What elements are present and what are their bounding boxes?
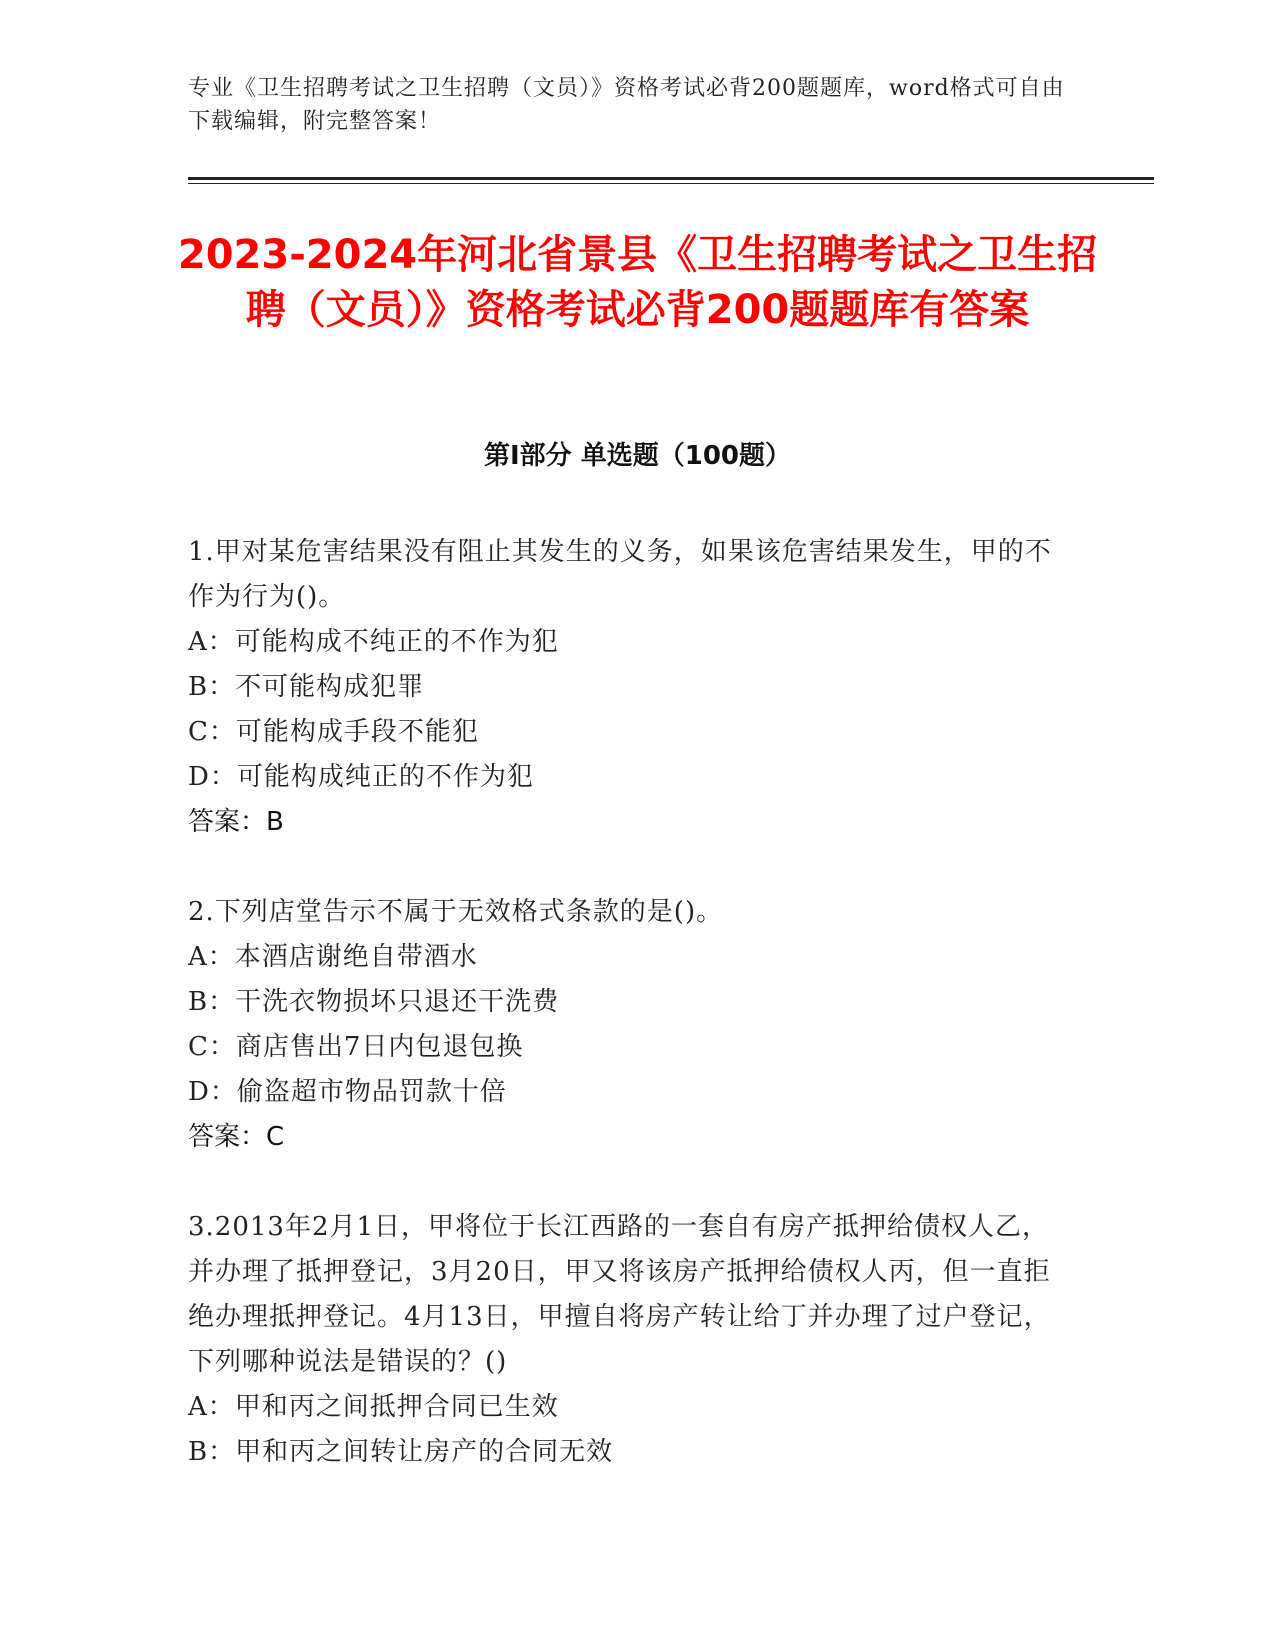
question-option-c: C：可能构成手段不能犯 — [188, 717, 479, 747]
question-option-c: C：商店售出7日内包退包换 — [188, 1032, 524, 1062]
question-stem: 2.下列店堂告示不属于无效格式条款的是()。 — [188, 897, 724, 927]
question-option-b: B：干洗衣物损坏只退还干洗费 — [188, 987, 560, 1017]
question-option-b: B：不可能构成犯罪 — [188, 672, 425, 702]
question-option-d: D：可能构成纯正的不作为犯 — [188, 762, 534, 792]
document-title: 2023-2024年河北省景县《卫生招聘考试之卫生招聘（文员）》资格考试必背200题题库有答案 — [177, 232, 1098, 333]
question-option-a: A：本酒店谢绝自带酒水 — [188, 942, 478, 972]
header-note: 专业《卫生招聘考试之卫生招聘（文员）》资格考试必背200题题库，word格式可自由下载编辑，附完整答案！ — [188, 76, 1065, 134]
question-option-b: B：甲和丙之间转让房产的合同无效 — [188, 1437, 614, 1467]
header-divider-thin — [188, 183, 1154, 184]
question-stem: 1.甲对某危害结果没有阻止其发生的义务，如果该危害结果发生，甲的不作为行为()。 — [188, 537, 1052, 612]
question-answer: 答案：C — [188, 1122, 285, 1152]
question-answer: 答案：B — [188, 807, 284, 837]
question-option-d: D：偷盗超市物品罚款十倍 — [188, 1077, 507, 1107]
question-option-a: A：甲和丙之间抵押合同已生效 — [188, 1392, 559, 1422]
section-title: 第I部分 单选题（100题） — [484, 441, 791, 471]
question-stem: 3.2013年2月1日，甲将位于长江西路的一套自有房产抵押给债权人乙，并办理了抵押登记，3月20日，甲又将该房产抵押给债权人丙，但一直拒绝办理抵押登记。4月13日，甲擅自将房产转让给丁并办理了过户登记，下列哪种说法是错误的？() — [188, 1212, 1051, 1377]
question-option-a: A：可能构成不纯正的不作为犯 — [188, 627, 559, 657]
question-3 — [188, 1205, 1068, 1475]
question-2 — [188, 890, 1068, 1160]
question-list — [188, 530, 1068, 1520]
header-divider-thick — [188, 177, 1154, 180]
question-1 — [188, 530, 1068, 845]
